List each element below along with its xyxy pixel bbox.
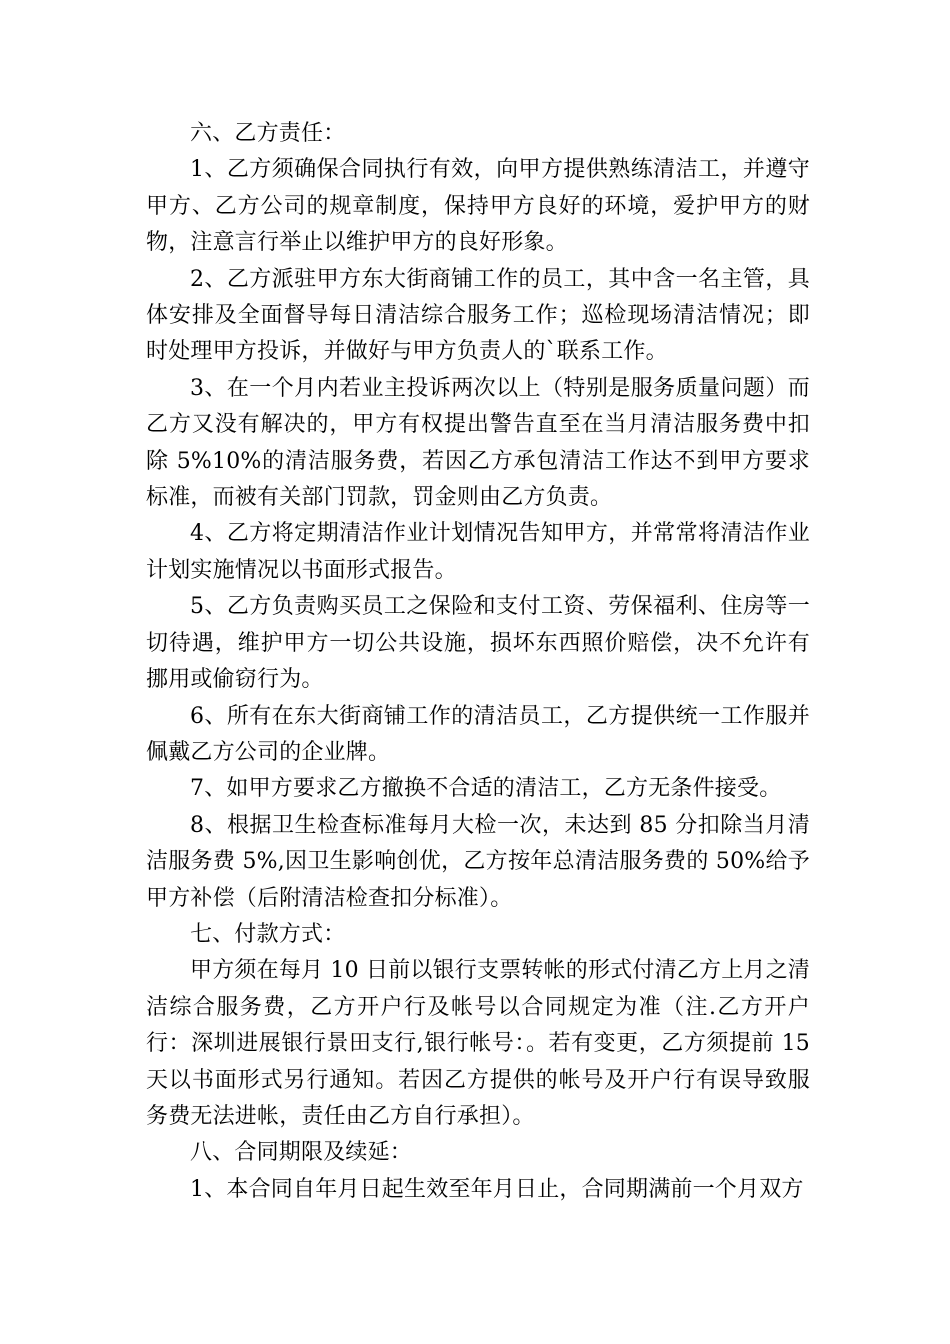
clause-paragraph: 1、乙方须确保合同执行有效，向甲方提供熟练清洁工，并遵守甲方、乙方公司的规章制度，保持甲方良好的环境，爱护甲方的财物，注意言行举止以维护甲方的良好形象。	[146, 157, 810, 256]
section-heading-term: 八、合同期限及续延：	[190, 1140, 413, 1166]
clause-paragraph: 1、本合同自年月日起生效至年月日止，合同期满前一个月双方	[190, 1176, 804, 1202]
clause-paragraph: 7、如甲方要求乙方撤换不合适的清洁工，乙方无条件接受。	[190, 776, 782, 802]
clause-paragraph: 4、乙方将定期清洁作业计划情况告知甲方，并常常将清洁作业计划实施情况以书面形式报告。	[146, 521, 810, 583]
section-heading-payment: 七、付款方式：	[190, 921, 346, 947]
clause-paragraph: 5、乙方负责购买员工之保险和支付工资、劳保福利、住房等一切待遇，维护甲方一切公共设施，损坏东西照价赔偿，决不允许有挪用或偷窃行为。	[146, 594, 810, 693]
clause-paragraph: 3、在一个月内若业主投诉两次以上（特别是服务质量问题）而乙方又没有解决的，甲方有权提出警告直至在当月清洁服务费中扣除 5%10%的清洁服务费，若因乙方承包清洁工作达不到甲方要求标准，而被有关部门罚款，罚金则由乙方负责。	[146, 375, 810, 511]
clause-paragraph: 8、根据卫生检查标准每月大检一次，未达到 85 分扣除当月清洁服务费 5%,因卫生影响创优，乙方按年总清洁服务费的 50%给予甲方补偿（后附清洁检查扣分标准）。	[146, 812, 810, 911]
payment-paragraph: 甲方须在每月 10 日前以银行支票转帐的形式付清乙方上月之清洁综合服务费，乙方开户行及帐号以合同规定为准（注.乙方开户行：深圳进展银行景田支行,银行帐号：。若有变更，乙方须提前 15 天以书面形式另行通知。若因乙方提供的帐号及开户行有误导致服务费无法进帐，责任由乙方自行承担）。	[146, 958, 810, 1129]
section-heading-party-b-duties: 六、乙方责任：	[190, 121, 346, 146]
clause-paragraph: 2、乙方派驻甲方东大街商铺工作的员工，其中含一名主管，具体安排及全面督导每日清洁综合服务工作；巡检现场清洁情况；即时处理甲方投诉，并做好与甲方负责人的`联系工作。	[146, 266, 810, 365]
clause-paragraph: 6、所有在东大街商铺工作的清洁员工，乙方提供统一工作服并佩戴乙方公司的企业牌。	[146, 703, 810, 765]
document-body	[146, 116, 810, 1208]
